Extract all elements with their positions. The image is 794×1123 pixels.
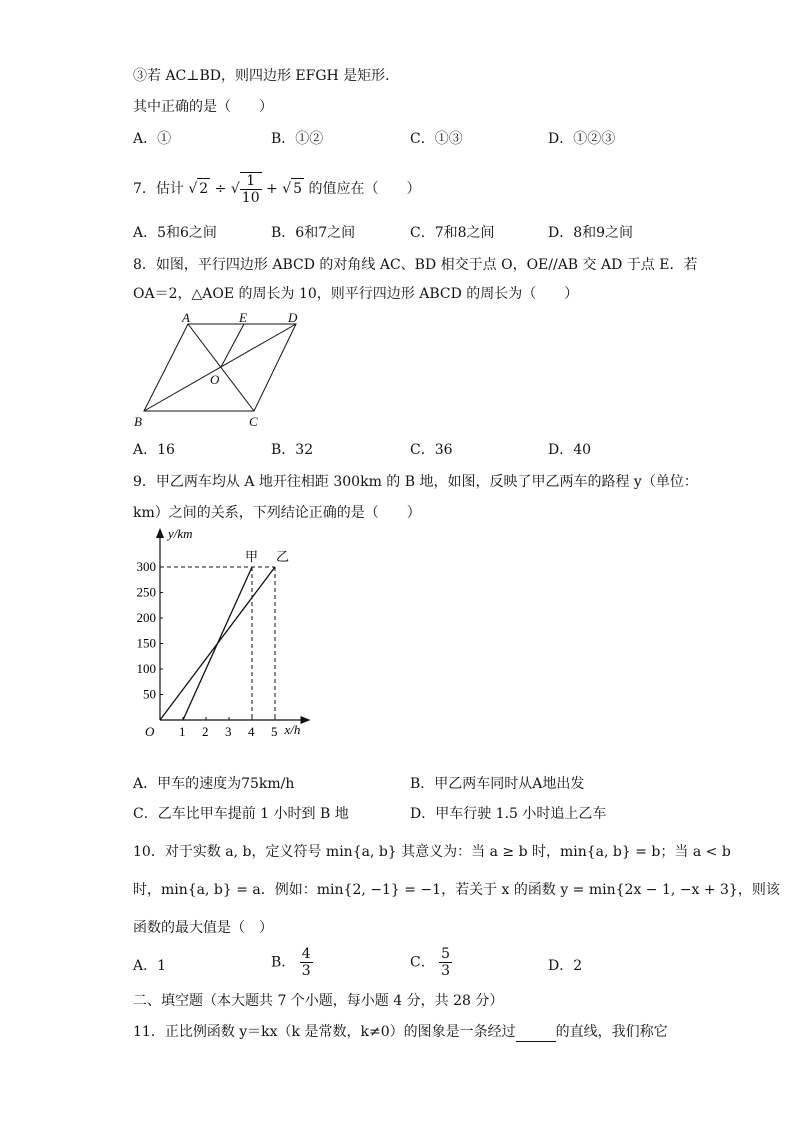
q9-option-d: D．甲车行驶 1.5 小时追上乙车 <box>410 806 607 822</box>
q6-option-a: A．① <box>133 131 172 147</box>
q6-option-d: D．①②③ <box>548 131 616 147</box>
label-a: A <box>182 312 190 325</box>
label-o: O <box>210 372 220 387</box>
x-axis-label: x/h <box>284 722 301 737</box>
q9-line2: km）之间的关系，下列结论正确的是（ ） <box>133 505 421 521</box>
label-c: C <box>249 414 258 429</box>
q6-prompt: 其中正确的是（ ） <box>133 99 273 115</box>
q10-option-d: D．2 <box>548 958 583 974</box>
series-label-jia: 甲 <box>245 549 259 564</box>
q7-stem <box>133 172 421 206</box>
x-axis-arrow <box>301 716 311 724</box>
q10-option-c-letter: C． <box>410 954 435 971</box>
q10-option-b <box>271 946 313 979</box>
q11-blank <box>516 1027 556 1042</box>
q10-line3: 函数的最大值是（ ） <box>133 920 273 936</box>
x-tick-label: 1 <box>179 724 186 739</box>
q10-option-c <box>410 946 452 979</box>
q7-lead: 7．估计 <box>133 181 184 197</box>
y-tick-label: 50 <box>143 686 156 702</box>
diagonal-bd <box>144 324 296 411</box>
q7-expression: √ 2 ÷ √ $\frac{1}{10}$ + √ 5 <box>188 173 303 206</box>
series-label-yi: 乙 <box>276 549 290 564</box>
q10-line1: 10．对于实数 a, b，定义符号 min{a, b} 其意义为：当 a ≥ b 时，min{a, b} = b；当 a < b <box>133 844 731 860</box>
y-tick-label: 150 <box>136 635 156 651</box>
distance-time-chart <box>130 524 330 742</box>
q8-line2: OA＝2，△AOE 的周长为 10，则平行四边形 ABCD 的周长为（ ） <box>133 286 579 302</box>
q8-option-a: A．16 <box>133 442 175 458</box>
q9-option-c: C．乙车比甲车提前 1 小时到 B 地 <box>133 806 349 822</box>
x-tick-label: O <box>145 724 155 739</box>
x-tick-label: 2 <box>202 724 209 739</box>
y-axis-arrow <box>156 528 164 538</box>
label-b: B <box>134 414 142 429</box>
q10-option-b-fraction: $\frac{4}{3}$ <box>301 946 311 979</box>
y-tick-label: 300 <box>136 559 156 574</box>
q8-line1: 8．如图，平行四边形 ABCD 的对角线 AC、BD 相交于点 O，OE//AB 交 AD 于点 E．若 <box>133 257 698 273</box>
q8-option-c: C．36 <box>410 442 453 458</box>
q7-option-a: A．5和6之间 <box>133 225 217 241</box>
q10-option-b-letter: B． <box>271 954 296 971</box>
section-heading: 二、填空题（本大题共 7 个小题，每小题 4 分，共 28 分） <box>133 993 504 1009</box>
q6-option-b: B．①② <box>271 131 324 147</box>
y-tick-label: 100 <box>136 661 156 676</box>
q7-option-b: B．6和7之间 <box>271 225 356 241</box>
q7-option-c: C．7和8之间 <box>410 225 495 241</box>
q9-line1: 9．甲乙两车均从 A 地开往相距 300km 的 B 地，如图，反映了甲乙两车的路程 y（单位： <box>133 474 698 490</box>
q11-stem <box>133 1022 668 1042</box>
q9-option-a: A．甲车的速度为75km/h <box>133 776 295 792</box>
label-d: D <box>288 312 298 325</box>
x-tick-label: 4 <box>248 724 255 739</box>
q11-lead: 11．正比例函数 y＝kx（k 是常数，k≠0）的图象是一条经过 <box>133 1024 516 1040</box>
y-axis-label: y/km <box>168 526 193 541</box>
x-tick-label: 5 <box>271 724 278 739</box>
q8-option-d: D．40 <box>548 442 592 458</box>
q10-line2: 时，min{a, b} = a．例如：min{2, −1} = −1，若关于 x 的函数 y = min{2x − 1, −x + 3}，则该 <box>133 882 780 898</box>
x-tick-label: 3 <box>225 724 232 739</box>
q7-option-d: D．8和9之间 <box>548 225 634 241</box>
y-tick-label: 200 <box>136 610 156 625</box>
q8-option-b: B．32 <box>271 442 314 458</box>
q9-option-b: B．甲乙两车同时从A地出发 <box>410 776 585 792</box>
y-tick-label: 250 <box>136 584 156 600</box>
q10-option-a: A．1 <box>133 958 167 974</box>
label-e: E <box>239 312 247 325</box>
q6-option-c: C．①③ <box>410 131 463 147</box>
q10-option-c-fraction: $\frac{5}{3}$ <box>441 946 451 979</box>
q7-tail: 的值应在（ ） <box>308 181 421 197</box>
q11-tail: 的直线，我们称它 <box>555 1024 668 1040</box>
parallelogram-figure <box>130 312 310 432</box>
series-line-yi <box>160 567 275 720</box>
q6-item3: ③若 AC⊥BD，则四边形 EFGH 是矩形． <box>133 68 400 84</box>
